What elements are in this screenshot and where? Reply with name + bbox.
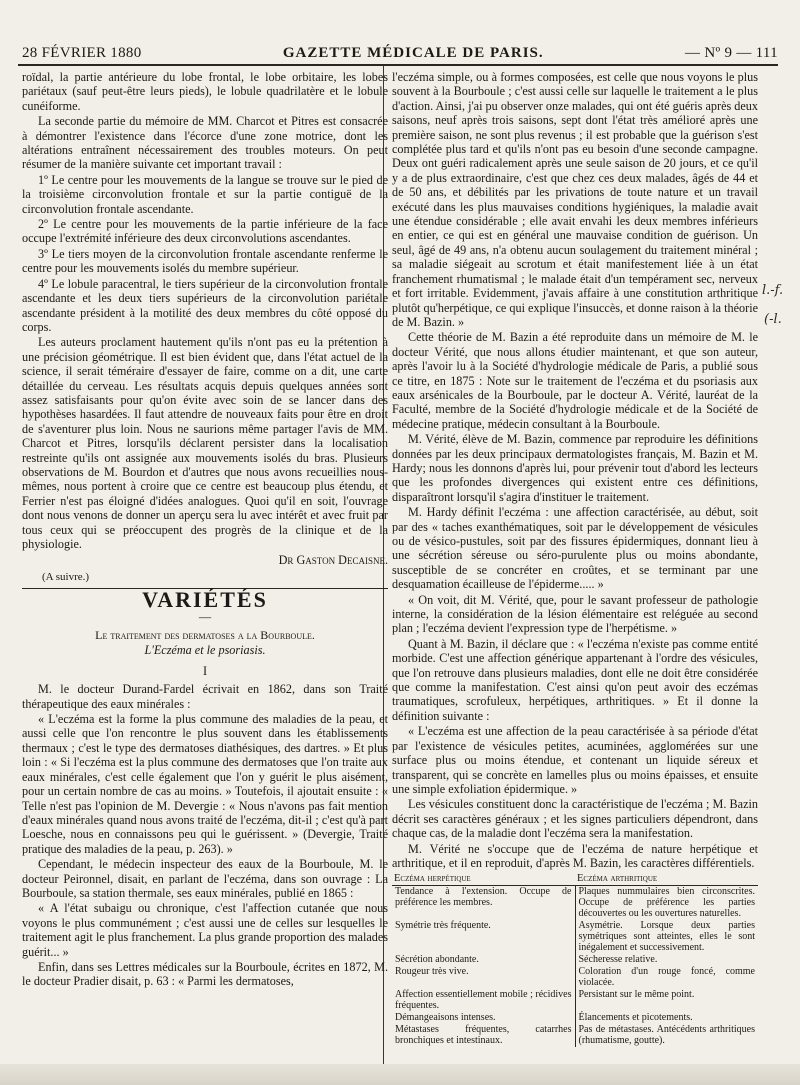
paragraph: Quant à M. Bazin, il déclare que : « l'eczéma n'existe pas comme entité morbide. C'est une affection générique appartenant à l'ordre des vésicules, que l'on retrouve dans plusieurs maladies, dont elle ne doit être considérée que comme la manifestation. C'est ainsi qu'on peut avoir des eczémas traumatiques, scrofuleux, herpétiques, arthritiques. » Et il donne la définition suivante :	[392, 636, 758, 723]
header-journal-title: GAZETTE MÉDICALE DE PARIS.	[282, 44, 544, 61]
table-row	[392, 966, 758, 989]
table-cell: Sécrétion abondante.	[392, 954, 575, 966]
table-cell: Pas de métastases. Antécédents arthritiques (rhumatisme, goutte).	[578, 1024, 755, 1047]
table-cell: Élancements et picotements.	[578, 1012, 693, 1024]
paragraph: « L'eczéma est la forme la plus commune des maladies de la peau, et aussi celle que l'on rencontre le plus souvent dans les établissements thermaux ; c'est le type des dermatoses diathésiques, des dartres. » Et plus loin : « Si l'eczéma est la plus commune des dermatoses que l'on traite aux eaux minérales, c'est celle également que l'on y guérit le plus aisément, pour un certain nombre de cas au moins. » Toutefois, il ajoutait ensuite : « Telle n'est pas l'opinion de M. Devergie : « Nous n'avons pas fait mention d'eaux minérales quand nous avons traité de l'eczéma, dit-il ; c'est qu'à part Loesche, nous en connaissons peu qui le guérissent. » (Devergie, Traité pratique des maladies de la peau, p. 263). »	[22, 712, 388, 856]
table-header-row	[392, 872, 758, 886]
paragraph: 4º Le lobule paracentral, le tiers supérieur de la circonvolution frontale ascendante et les deux tiers supérieurs de la circonvolution pariétale ascendante président à la motilité des deux membres du côté opposé du corps.	[22, 276, 388, 334]
article-title: Le traitement des dermatoses a la Bourboule.	[95, 628, 315, 643]
running-header	[22, 42, 778, 64]
paragraph: Les auteurs proclament hautement qu'ils n'ont pas eu la prétention à une précision géométrique. Il est bien évident que, dans l'état actuel de la science, il serait téméraire d'essayer de faire, comme on a dit, une carte détaillée du cerveau. Les résultats acquis depuis quelques années sont assez satisfaisants pour qu'on évite avec soin de se lancer dans des hypothèses hasardées. Il faut attendre de nouveaux faits pour être en droit de s'aventurer plus loin. Nous ne saurions même partager l'avis de MM. Charcot et Pitres, lorsqu'ils déclarent persister dans la localisation restreinte qu'ils ont assignée aux mouvements isolés du bras. Plusieurs observations de M. Bourdon et d'autres que nous avons recueillies nous-mêmes, nous portent à croire que ce centre est beaucoup plus étendu, et Ferrier n'est pas éloigné d'idées analogues. Quoi qu'il en soit, l'ouvrage dont nous venons de donner un aperçu sera lu avec intérêt et avec fruit par tous ceux qui se préoccupent des progrès de la clinique et de la physiologie.	[22, 335, 388, 551]
left-column	[22, 70, 388, 990]
paragraph: Cependant, le médecin inspecteur des eaux de la Bourboule, M. le docteur Peironnel, disait, en parlant de l'eczéma, dans son ouvrage : La Bourboule, sa station thermale, ses eaux minérales, publié en 1865 :	[22, 857, 388, 900]
table-header-cell: Eczéma herpétique	[392, 872, 575, 886]
paragraph: M. Vérité, élève de M. Bazin, commence par reproduire les définitions données par les deux principaux dermatologistes français, M. Bazin et M. Hardy; nous les donnons d'après lui, pour prévenir tout d'abord les lecteurs que les profondes divergences qui existent entre ces définitions, disparaîtront lorsqu'il s'agira d'instituer le traitement.	[392, 432, 758, 504]
table-cell: Symétrie très fréquente.	[392, 920, 575, 954]
table-row	[392, 886, 758, 921]
paragraph: La seconde partie du mémoire de MM. Charcot et Pitres est consacrée à démontrer l'existence dans l'écorce d'une zone motrice, dont les altérations entraînent nécessairement des troubles moteurs. On peut résumer de la manière suivante cet important travail :	[22, 114, 388, 172]
handwritten-margin-note: l.-f.	[762, 283, 784, 298]
paragraph: 3º Le tiers moyen de la circonvolution frontale ascendante renferme le centre pour les mouvements isolés du membre supérieur.	[22, 246, 388, 276]
paragraph: « On voit, dit M. Vérité, que, pour le savant professeur de pathologie interne, la considération de la lésion élémentaire est reléguée au second plan ; l'eczéma devient l'expression type de l'herpétisme. »	[392, 592, 758, 636]
paragraph: « L'eczéma est une affection de la peau caractérisée à sa période d'état par l'existence de vésicules petites, acuminées, agglomérées sur une surface plus ou moins étendue, et contenant un liquide séreux et transparent, qui se concrète en lamelles plus ou moins épaisses, et ensuite une simple exfoliation épidermique. »	[392, 724, 758, 796]
table-cell: Plaques nummulaires bien circonscrites. Occupe de préférence les parties découvertes ou les ouvertures naturelles.	[578, 886, 755, 920]
table-cell: Démangeaisons intenses.	[392, 1012, 575, 1024]
table-row	[392, 920, 758, 954]
paragraph: Les vésicules constituent donc la caractéristique de l'eczéma ; M. Bazin décrit ses caractères généraux ; et les signes particuliers dépendront, dans chaque cas, de la maladie dont l'eczéma sera la manifestation.	[392, 797, 758, 841]
paragraph: 1º Le centre pour les mouvements de la langue se trouve sur le pied de la troisième circonvolution frontale et sur la partie contiguë de la circonvolution frontale ascendante.	[22, 172, 388, 216]
table-cell: Sécheresse relative.	[578, 954, 658, 966]
table-row	[392, 1012, 758, 1024]
table-row	[392, 954, 758, 966]
section-heading-varietes: VARIÉTÉS	[142, 587, 268, 613]
table-header-cell: Eczéma arthritique	[575, 872, 758, 886]
right-column	[392, 70, 758, 1047]
comparison-table	[392, 872, 758, 1047]
paragraph: M. le docteur Durand-Fardel écrivait en 1862, dans son Traité thérapeutique des eaux minérales :	[22, 682, 388, 711]
part-number: I	[202, 663, 208, 678]
header-date: 28 FÉVRIER 1880	[22, 44, 142, 61]
table-cell: Rougeur très vive.	[392, 966, 575, 989]
table-cell: Persistant sur le même point.	[578, 989, 695, 1001]
table-row	[392, 1024, 758, 1047]
paragraph: l'eczéma simple, ou à formes composées, est celle que nous voyons le plus souvent à la Bourboule ; c'est aussi celle sur laquelle le traitement a le plus d'action. Ainsi, j'ai pu observer onze malades, qui ont été guéris après deux saisons, neuf après trois saisons, sept dont l'état très amélioré après une première saison, ne sont plus revenus ; il est probable que la guérison s'est complétée plus tard et qu'ils n'ont pas eu besoin d'une seconde campagne. Deux ont guéri radicalement après une seule saison de 20 jours, et ce qu'il y a de plus extraordinaire, c'est que chez ces deux malades, âgés de 44 et de 50 ans, et débilités par les privations de toute nature et un travail exécuté dans les plus mauvaises conditions hygiéniques, la maladie avait une étendue considérable ; elle avait envahi les deux membres inférieurs en entier, ce qui est en général une mauvaise condition de guérison. Un seul, âgé de 49 ans, n'a obtenu aucun soulagement du traitement minéral ; sa maladie siégeait au scrotum et était manifestement liée à un état franchement rhumatismal ; le malade était d'un tempérament sec, nerveux et fort irritable. Evidemment, j'avais affaire à une constitution arthritique plutôt qu'herpétique, ce qui explique l'insuccès, et donne raison à la théorie de M. Bazin. »	[392, 70, 758, 329]
paragraph: « A l'état subaigu ou chronique, c'est l'affection cutanée que nous voyons le plus communément ; c'est aussi une de celles sur lesquelles le traitement agit le plus franchement. La plus grande proportion des malades guérit... »	[22, 901, 388, 959]
paragraph: roïdal, la partie antérieure du lobe frontal, le lobe orbitaire, les lobes pariétaux (sauf peut-être leurs pieds), le lobule quadrilatère et le lobule cunéiforme.	[22, 70, 388, 113]
article-subtitle: L'Eczéma et le psoriasis.	[144, 643, 266, 658]
paragraph: Enfin, dans ses Lettres médicales sur la Bourboule, écrites en 1872, M. le docteur Pradier disait, p. 63 : « Parmi les dermatoses,	[22, 959, 388, 989]
table-cell: Métastases fréquentes, catarrhes bronchiques et intestinaux.	[392, 1024, 575, 1047]
table-cell: Coloration d'un rouge foncé, comme violacée.	[578, 966, 755, 989]
header-rule	[18, 64, 778, 66]
paragraph: Cette théorie de M. Bazin a été reproduite dans un mémoire de M. le docteur Vérité, que nous allons étudier maintenant, et que son auteur, après l'avoir lu à la Société d'hydrologie médicale de Paris, a publié sous ce titre, en 1875 : Note sur le traitement de l'eczéma et du psoriasis aux eaux arsénicales de la Bourboule, par le docteur A. Vérité, lauréat de la Faculté, membre de la Société d'hydrologie médicale et de la Société de médecine pratique, médecin consultant à la Bourboule.	[392, 330, 758, 431]
paragraph: 2º Le centre pour les mouvements de la partie inférieure de la face occupe l'extrémité inférieure des deux circonvolutions ascendantes.	[22, 217, 388, 246]
paragraph: M. Vérité ne s'occupe que de l'eczéma de nature herpétique et arthritique, et il en reproduit, d'après M. Bazin, les caractères différentiels.	[392, 841, 758, 870]
header-issue-page: — Nº 9 — 111	[685, 44, 778, 61]
table-row	[392, 989, 758, 1012]
to-be-continued: (A suivre.)	[42, 570, 90, 583]
handwritten-margin-note: (-l.	[764, 312, 782, 327]
table-cell: Affection essentiellement mobile ; récidives fréquentes.	[392, 989, 575, 1012]
page-bottom-edge	[0, 1064, 800, 1085]
paragraph: M. Hardy définit l'eczéma : une affection caractérisée, au début, soit par des « taches exanthématiques, soit par le développement de vésicules ou de vésico-pustules, soit par des fissures épidermiques, donnant lieu à une sécrétion séreuse ou séro-purulente plus ou moins abondante, susceptible de se concréter en croûtes, et se terminant par une desquamation écailleuse de l'épiderme..... »	[392, 505, 758, 592]
author-signature: Dr Gaston Decaisne.	[278, 553, 388, 568]
heading-dash: —	[198, 609, 212, 624]
table-cell: Asymétrie. Lorsque deux parties symétriques sont atteintes, elles le sont inégalement et successivement.	[578, 920, 755, 954]
table-cell: Tendance à l'extension. Occupe de préférence les membres.	[392, 886, 575, 921]
